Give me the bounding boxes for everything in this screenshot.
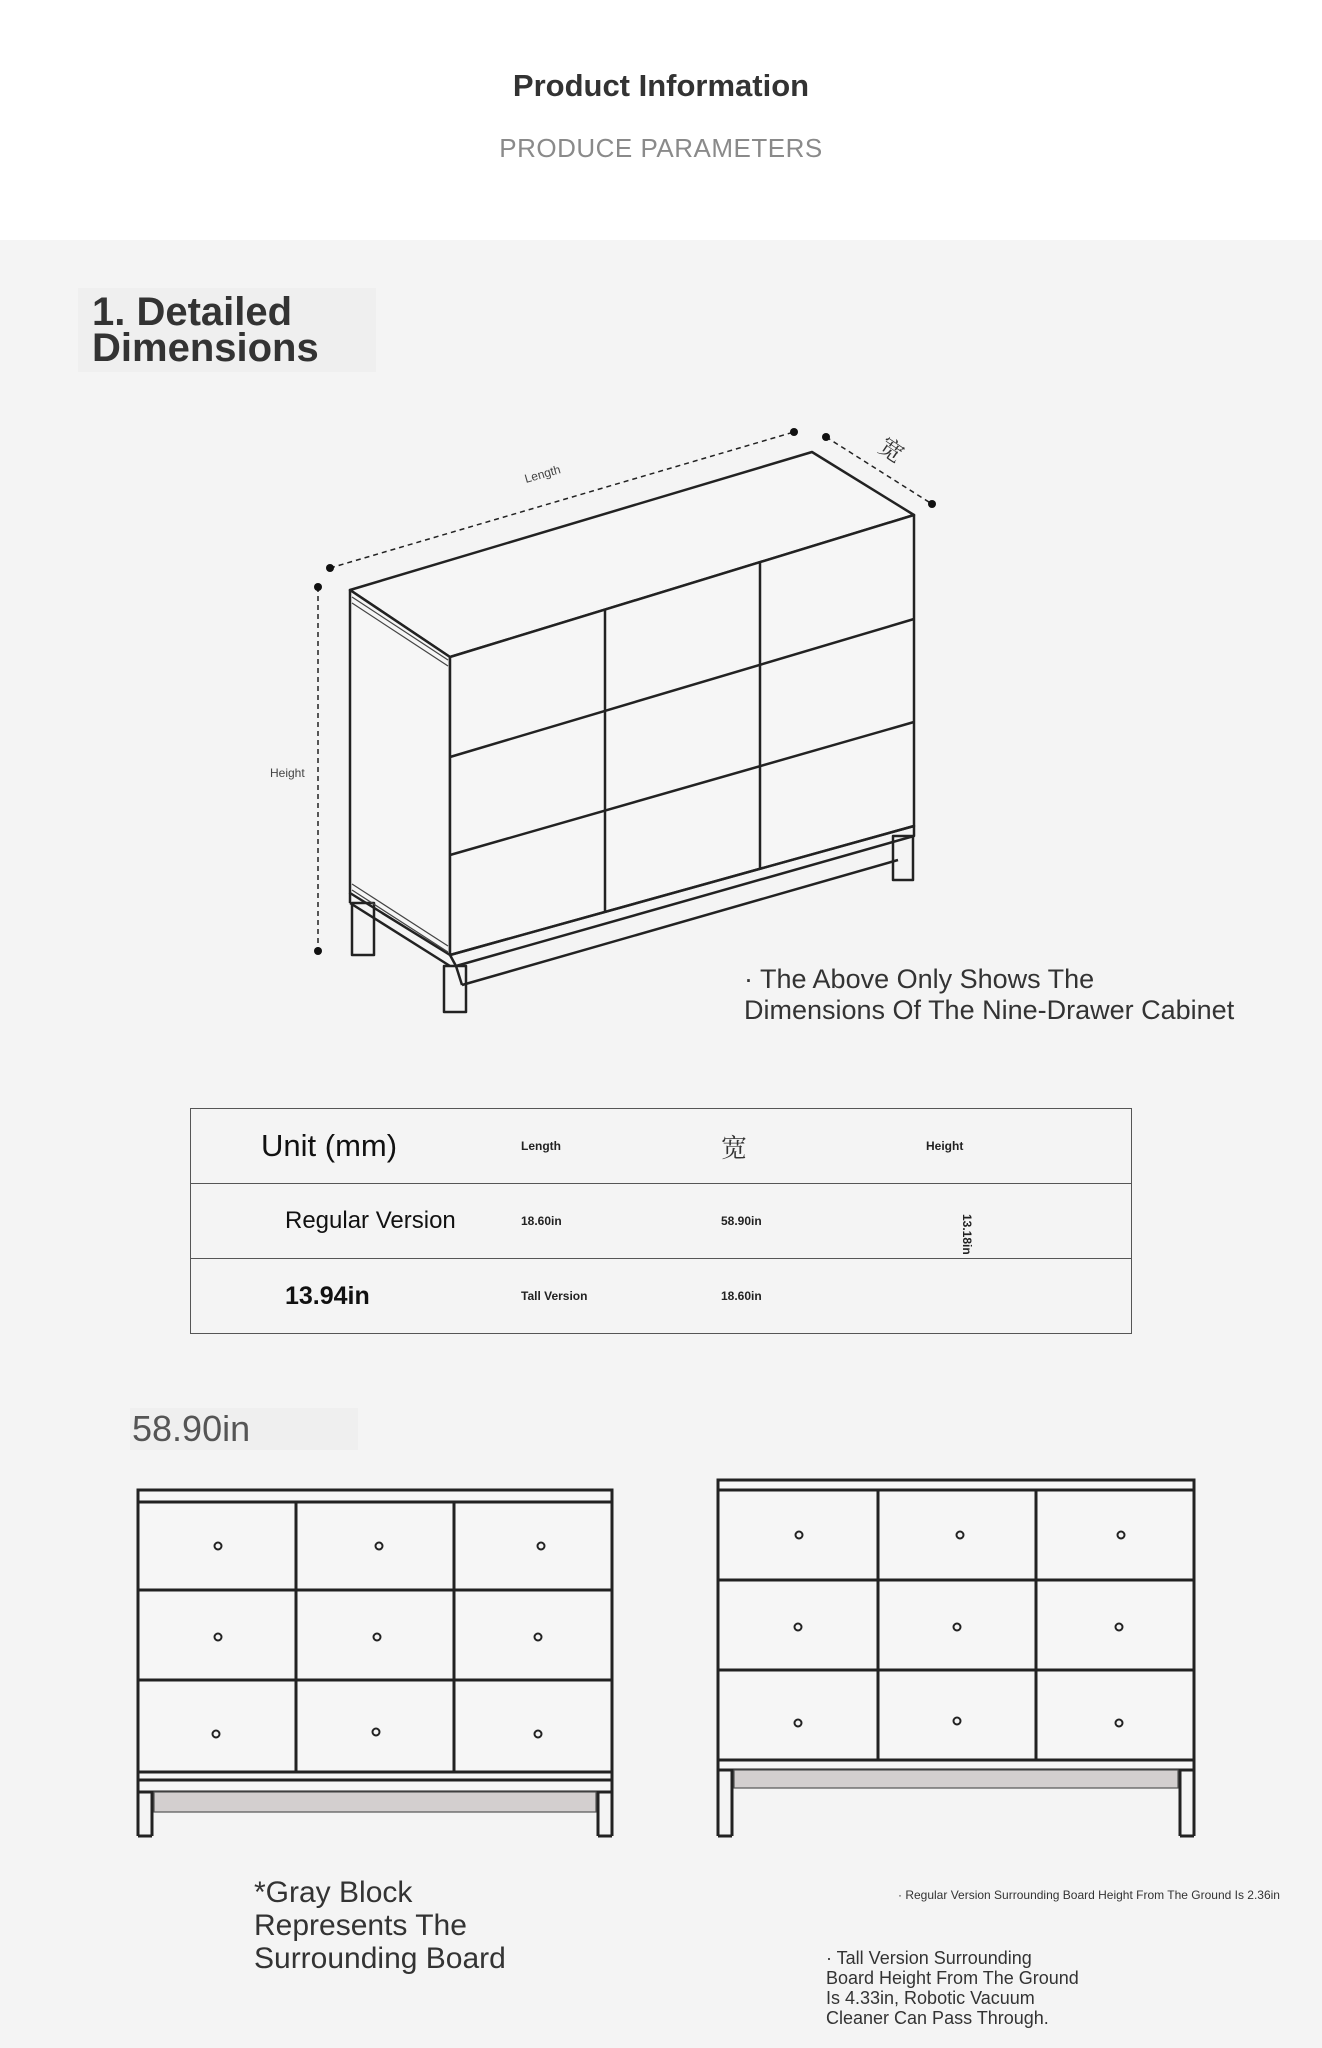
tall-version-front-view bbox=[710, 1472, 1210, 1842]
gray-block-note bbox=[254, 1876, 506, 1975]
length-header: Length bbox=[521, 1139, 561, 1153]
section-title-line1: 1. Detailed bbox=[92, 290, 293, 334]
tall-note-line4: Cleaner Can Pass Through. bbox=[826, 2008, 1049, 2028]
front-view-width-label: 58.90in bbox=[130, 1408, 358, 1450]
diagram-note bbox=[744, 964, 1234, 1026]
gray-note-line3: Surrounding Board bbox=[254, 1942, 506, 1975]
tall-height-cell bbox=[926, 1259, 1132, 1334]
tall-note-line2: Board Height From The Ground bbox=[826, 1968, 1079, 1988]
tall-board-height-note bbox=[826, 1948, 1079, 2028]
regular-length-value: 18.60in bbox=[521, 1184, 721, 1259]
tall-note-line1: · Tall Version Surrounding bbox=[826, 1948, 1032, 1968]
page-subtitle: PRODUCE PARAMETERS bbox=[499, 133, 823, 163]
regular-board-height-note: · Regular Version Surrounding Board Height From The Ground Is 2.36in bbox=[898, 1888, 1280, 1902]
tall-version-label: Tall Version bbox=[521, 1259, 721, 1334]
regular-width-value: 58.90in bbox=[721, 1184, 926, 1259]
width-header: 宽 bbox=[721, 1133, 748, 1164]
diagram-note-line1: · The Above Only Shows The bbox=[744, 964, 1095, 994]
table-header-row bbox=[191, 1109, 1132, 1184]
tall-row-label: 13.94in bbox=[191, 1259, 522, 1334]
width-dimension-label: 宽 bbox=[873, 432, 909, 469]
unit-header: Unit (mm) bbox=[261, 1128, 398, 1163]
table-row bbox=[191, 1259, 1132, 1334]
gray-note-line1: *Gray Block bbox=[254, 1876, 413, 1909]
tall-width-value: 18.60in bbox=[721, 1259, 926, 1334]
gray-note-line2: Represents The bbox=[254, 1909, 467, 1942]
surround-board-regular bbox=[154, 1792, 596, 1812]
height-header: Height bbox=[926, 1139, 964, 1153]
regular-height-cell bbox=[926, 1184, 1132, 1259]
regular-height-value: 13.18in bbox=[960, 1214, 974, 1255]
regular-version-label: Regular Version bbox=[191, 1184, 522, 1259]
regular-version-front-view bbox=[130, 1480, 630, 1840]
tall-note-line3: Is 4.33in, Robotic Vacuum bbox=[826, 1988, 1035, 2008]
diagram-note-line2: Dimensions Of The Nine-Drawer Cabinet bbox=[744, 995, 1235, 1025]
table-row bbox=[191, 1184, 1132, 1259]
dimensions-table bbox=[190, 1108, 1132, 1334]
page-title: Product Information bbox=[512, 68, 810, 103]
length-dimension-label: Length bbox=[522, 462, 563, 486]
surround-board-tall bbox=[734, 1770, 1178, 1788]
height-dimension-label: Height bbox=[270, 766, 305, 780]
section-title-line2: Dimensions bbox=[92, 326, 319, 370]
